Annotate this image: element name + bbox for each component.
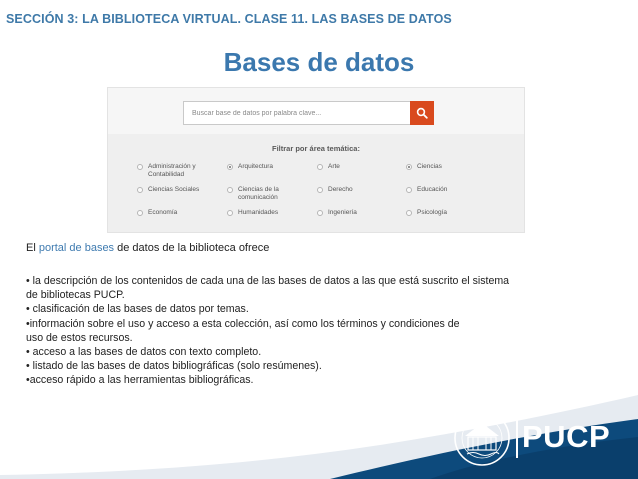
filter-label: Arte bbox=[328, 163, 340, 170]
list-item: •acceso rápido a las herramientas bibliográficas. bbox=[26, 374, 254, 387]
radio-button[interactable] bbox=[227, 187, 233, 193]
pucp-seal-icon bbox=[453, 409, 511, 467]
radio-button[interactable] bbox=[317, 187, 323, 193]
filter-title: Filtrar por área temática: bbox=[272, 144, 360, 153]
filter-label: Ciencias Sociales bbox=[148, 186, 200, 193]
filter-option[interactable] bbox=[137, 186, 199, 194]
filter-label: Psicología bbox=[417, 209, 447, 216]
filter-option[interactable] bbox=[406, 209, 447, 217]
list-item: • la descripción de los contenidos de cada una de las bases de datos a las que está suscrito el sistema bbox=[26, 275, 510, 287]
radio-button[interactable] bbox=[227, 164, 233, 170]
list-item: uso de estos recursos. bbox=[26, 331, 133, 344]
database-portal-screenshot bbox=[107, 87, 525, 233]
filter-label: Educación bbox=[417, 186, 448, 193]
intro-prefix: El bbox=[26, 242, 39, 254]
filter-option[interactable] bbox=[317, 209, 357, 217]
filter-option[interactable] bbox=[227, 186, 296, 202]
radio-button[interactable] bbox=[137, 187, 143, 193]
filter-panel bbox=[108, 134, 524, 232]
radio-button[interactable] bbox=[227, 210, 233, 216]
filter-option[interactable] bbox=[317, 186, 353, 194]
footer-divider bbox=[516, 418, 518, 458]
portal-link[interactable]: portal de bases bbox=[38, 242, 115, 254]
pucp-logo-text: PUCP bbox=[522, 419, 611, 454]
filter-label: Ciencias bbox=[417, 163, 442, 170]
radio-button[interactable] bbox=[317, 164, 323, 170]
list-item: • listado de las bases de datos bibliográficas (solo resúmenes). bbox=[26, 360, 322, 373]
list-item: • acceso a las bases de datos con texto completo. bbox=[26, 346, 262, 359]
filter-label: Administración y Contabilidad bbox=[148, 163, 196, 178]
section-header: SECCIÓN 3: LA BIBLIOTECA VIRTUAL. CLASE 11. LAS BASES DE DATOS bbox=[6, 12, 452, 26]
search-input[interactable] bbox=[183, 101, 410, 125]
filter-option[interactable] bbox=[406, 186, 447, 194]
radio-button[interactable] bbox=[137, 210, 143, 216]
intro-text bbox=[26, 242, 269, 254]
search-bar bbox=[108, 88, 524, 134]
radio-button[interactable] bbox=[317, 210, 323, 216]
filter-label: Economía bbox=[148, 209, 178, 216]
search-button[interactable] bbox=[410, 101, 434, 125]
filter-option[interactable] bbox=[137, 209, 177, 217]
list-item: de bibliotecas PUCP. bbox=[26, 289, 125, 302]
intro-suffix: de datos de la biblioteca ofrece bbox=[114, 242, 270, 254]
feature-list bbox=[26, 274, 626, 388]
filter-label: Derecho bbox=[328, 186, 353, 193]
filter-option[interactable] bbox=[406, 163, 442, 171]
filter-option[interactable] bbox=[137, 163, 208, 179]
filter-label: Ciencias de la comunicación bbox=[238, 186, 279, 201]
filter-option[interactable] bbox=[227, 209, 278, 217]
page-title: Bases de datos bbox=[223, 47, 415, 77]
radio-button[interactable] bbox=[137, 164, 143, 170]
radio-button[interactable] bbox=[406, 210, 412, 216]
radio-button[interactable] bbox=[406, 187, 412, 193]
filter-label: Ingeniería bbox=[328, 209, 357, 216]
filter-label: Humanidades bbox=[238, 209, 279, 216]
filter-option[interactable] bbox=[317, 163, 340, 171]
radio-button[interactable] bbox=[406, 164, 412, 170]
list-item: •información sobre el uso y acceso a esta colección, así como los términos y condiciones de bbox=[26, 317, 460, 330]
search-icon bbox=[416, 107, 428, 119]
filter-label: Arquitectura bbox=[238, 163, 274, 170]
filter-option[interactable] bbox=[227, 163, 273, 171]
list-item: • clasificación de las bases de datos por temas. bbox=[26, 303, 249, 316]
